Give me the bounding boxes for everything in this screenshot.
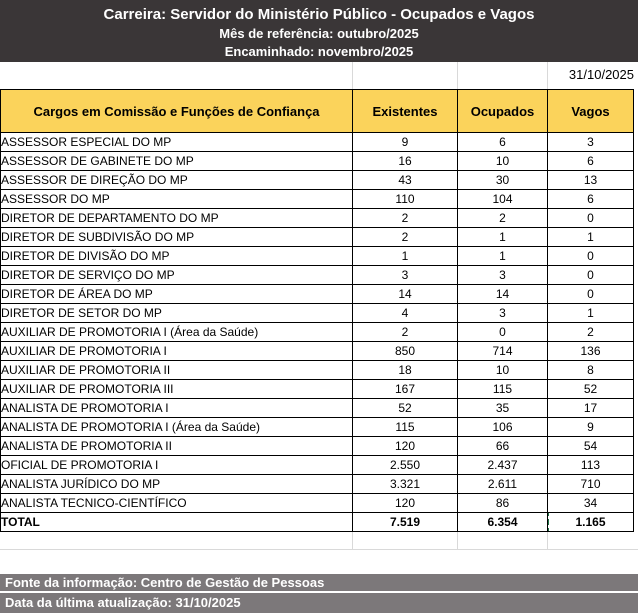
cargo-cell[interactable]: ASSESSOR DE DIREÇÃO DO MP bbox=[1, 171, 353, 190]
header-row bbox=[1, 90, 634, 133]
existentes-cell[interactable]: 115 bbox=[353, 418, 458, 437]
last-update-bar: Data da última atualização: 31/10/2025 bbox=[0, 593, 638, 613]
cargo-cell[interactable]: ANALISTA DE PROMOTORIA I (Área da Saúde) bbox=[1, 418, 353, 437]
total-ocupados-cell[interactable]: 6.354 bbox=[458, 513, 548, 532]
total-label-cell[interactable]: TOTAL bbox=[1, 513, 353, 532]
vagos-cell[interactable]: 2 bbox=[548, 323, 634, 342]
ocupados-cell[interactable]: 66 bbox=[458, 437, 548, 456]
existentes-cell[interactable]: 4 bbox=[353, 304, 458, 323]
cargo-cell[interactable]: DIRETOR DE ÁREA DO MP bbox=[1, 285, 353, 304]
reference-month: Mês de referência: outubro/2025 bbox=[219, 26, 419, 41]
report-title-block bbox=[0, 0, 638, 62]
table-row bbox=[1, 437, 634, 456]
vagos-cell[interactable]: 3 bbox=[548, 133, 634, 152]
ocupados-cell[interactable]: 2.611 bbox=[458, 475, 548, 494]
table-row bbox=[1, 190, 634, 209]
vagos-cell[interactable]: 9 bbox=[548, 418, 634, 437]
table-row bbox=[1, 380, 634, 399]
table-row bbox=[1, 399, 634, 418]
vagos-cell[interactable]: 710 bbox=[548, 475, 634, 494]
vagos-cell[interactable]: 136 bbox=[548, 342, 634, 361]
gridline bbox=[352, 532, 353, 549]
ocupados-cell[interactable]: 0 bbox=[458, 323, 548, 342]
ocupados-cell[interactable]: 3 bbox=[458, 266, 548, 285]
table-row bbox=[1, 247, 634, 266]
report-date-cell[interactable]: 31/10/2025 bbox=[568, 67, 634, 82]
ocupados-cell[interactable]: 6 bbox=[458, 133, 548, 152]
total-vagos-cell[interactable] bbox=[548, 513, 634, 532]
header-vagos: Vagos bbox=[548, 90, 634, 133]
table-row bbox=[1, 342, 634, 361]
total-existentes-cell[interactable]: 7.519 bbox=[353, 513, 458, 532]
table-row bbox=[1, 266, 634, 285]
vagos-cell[interactable]: 52 bbox=[548, 380, 634, 399]
cargo-cell[interactable]: ANALISTA DE PROMOTORIA II bbox=[1, 437, 353, 456]
vagos-cell[interactable]: 1 bbox=[548, 304, 634, 323]
cargo-cell[interactable]: ASSESSOR ESPECIAL DO MP bbox=[1, 133, 353, 152]
existentes-cell[interactable]: 2 bbox=[353, 323, 458, 342]
ocupados-cell[interactable]: 2.437 bbox=[458, 456, 548, 475]
vagos-cell[interactable]: 34 bbox=[548, 494, 634, 513]
source-bar: Fonte da informação: Centro de Gestão de Pessoas bbox=[0, 574, 638, 591]
vagos-cell[interactable]: 0 bbox=[548, 285, 634, 304]
existentes-cell[interactable]: 9 bbox=[353, 133, 458, 152]
existentes-cell[interactable]: 1 bbox=[353, 247, 458, 266]
ocupados-cell[interactable]: 3 bbox=[458, 304, 548, 323]
existentes-cell[interactable]: 110 bbox=[353, 190, 458, 209]
cargo-cell[interactable]: ANALISTA DE PROMOTORIA I bbox=[1, 399, 353, 418]
cargo-cell[interactable]: ASSESSOR DE GABINETE DO MP bbox=[1, 152, 353, 171]
total-vagos-value: 1.165 bbox=[575, 515, 606, 529]
report-title: Carreira: Servidor do Ministério Público - Ocupados e Vagos bbox=[103, 6, 535, 23]
cargo-cell[interactable]: ANALISTA JURÍDICO DO MP bbox=[1, 475, 353, 494]
table-row bbox=[1, 304, 634, 323]
cargo-cell[interactable]: OFICIAL DE PROMOTORIA I bbox=[1, 456, 353, 475]
positions-table bbox=[0, 89, 634, 532]
table-row bbox=[1, 133, 634, 152]
ocupados-cell[interactable]: 2 bbox=[458, 209, 548, 228]
cargo-cell[interactable]: DIRETOR DE SETOR DO MP bbox=[1, 304, 353, 323]
table-row bbox=[1, 361, 634, 380]
cargo-cell[interactable]: DIRETOR DE DEPARTAMENTO DO MP bbox=[1, 209, 353, 228]
cargo-cell[interactable]: AUXILIAR DE PROMOTORIA III bbox=[1, 380, 353, 399]
table-row bbox=[1, 171, 634, 190]
gridline bbox=[547, 532, 548, 549]
existentes-cell[interactable]: 18 bbox=[353, 361, 458, 380]
header-ocupados: Ocupados bbox=[458, 90, 548, 133]
vagos-cell[interactable]: 8 bbox=[548, 361, 634, 380]
vagos-cell[interactable]: 17 bbox=[548, 399, 634, 418]
header-existentes: Existentes bbox=[353, 90, 458, 133]
ocupados-cell[interactable]: 714 bbox=[458, 342, 548, 361]
ocupados-cell[interactable]: 30 bbox=[458, 171, 548, 190]
gridline bbox=[547, 62, 548, 89]
cargo-cell[interactable]: ANALISTA TECNICO-CIENTÍFICO bbox=[1, 494, 353, 513]
vagos-cell[interactable]: 1 bbox=[548, 228, 634, 247]
vagos-cell[interactable]: 13 bbox=[548, 171, 634, 190]
table-row bbox=[1, 209, 634, 228]
gridline bbox=[457, 62, 458, 89]
cargo-cell[interactable]: AUXILIAR DE PROMOTORIA I bbox=[1, 342, 353, 361]
existentes-cell[interactable]: 120 bbox=[353, 494, 458, 513]
vagos-cell[interactable]: 0 bbox=[548, 209, 634, 228]
ocupados-cell[interactable]: 1 bbox=[458, 228, 548, 247]
table-row bbox=[1, 475, 634, 494]
vagos-cell[interactable]: 113 bbox=[548, 456, 634, 475]
existentes-cell[interactable]: 3 bbox=[353, 266, 458, 285]
existentes-cell[interactable]: 3.321 bbox=[353, 475, 458, 494]
cargo-cell[interactable]: AUXILIAR DE PROMOTORIA II bbox=[1, 361, 353, 380]
existentes-cell[interactable]: 120 bbox=[353, 437, 458, 456]
ocupados-cell[interactable]: 104 bbox=[458, 190, 548, 209]
ocupados-cell[interactable]: 10 bbox=[458, 361, 548, 380]
table-row bbox=[1, 152, 634, 171]
cargo-cell[interactable]: DIRETOR DE DIVISÃO DO MP bbox=[1, 247, 353, 266]
existentes-cell[interactable]: 14 bbox=[353, 285, 458, 304]
date-row bbox=[0, 62, 638, 89]
table-row bbox=[1, 228, 634, 247]
existentes-cell[interactable]: 52 bbox=[353, 399, 458, 418]
gridline bbox=[352, 62, 353, 89]
forwarded-date: Encaminhado: novembro/2025 bbox=[224, 44, 414, 59]
ocupados-cell[interactable]: 14 bbox=[458, 285, 548, 304]
ocupados-cell[interactable]: 35 bbox=[458, 399, 548, 418]
vagos-cell[interactable]: 0 bbox=[548, 247, 634, 266]
gridline bbox=[457, 532, 458, 549]
vagos-cell[interactable]: 0 bbox=[548, 266, 634, 285]
vagos-cell[interactable]: 54 bbox=[548, 437, 634, 456]
ocupados-cell[interactable]: 115 bbox=[458, 380, 548, 399]
existentes-cell[interactable]: 167 bbox=[353, 380, 458, 399]
existentes-cell[interactable]: 2 bbox=[353, 209, 458, 228]
cargo-cell[interactable]: DIRETOR DE SUBDIVISÃO DO MP bbox=[1, 228, 353, 247]
existentes-cell[interactable]: 16 bbox=[353, 152, 458, 171]
existentes-cell[interactable]: 2.550 bbox=[353, 456, 458, 475]
cargo-cell[interactable]: DIRETOR DE SERVIÇO DO MP bbox=[1, 266, 353, 285]
cargo-cell[interactable]: ASSESSOR DO MP bbox=[1, 190, 353, 209]
ocupados-cell[interactable]: 1 bbox=[458, 247, 548, 266]
table-row bbox=[1, 323, 634, 342]
existentes-cell[interactable]: 2 bbox=[353, 228, 458, 247]
total-row bbox=[1, 513, 634, 532]
table-row bbox=[1, 285, 634, 304]
table-row bbox=[1, 456, 634, 475]
ocupados-cell[interactable]: 86 bbox=[458, 494, 548, 513]
table-row bbox=[1, 418, 634, 437]
cargo-cell[interactable]: AUXILIAR DE PROMOTORIA I (Área da Saúde) bbox=[1, 323, 353, 342]
header-cargo: Cargos em Comissão e Funções de Confiança bbox=[1, 90, 353, 133]
existentes-cell[interactable]: 850 bbox=[353, 342, 458, 361]
ocupados-cell[interactable]: 106 bbox=[458, 418, 548, 437]
vagos-cell[interactable]: 6 bbox=[548, 190, 634, 209]
table-row bbox=[1, 494, 634, 513]
empty-row bbox=[0, 532, 638, 550]
vagos-cell[interactable]: 6 bbox=[548, 152, 634, 171]
ocupados-cell[interactable]: 10 bbox=[458, 152, 548, 171]
existentes-cell[interactable]: 43 bbox=[353, 171, 458, 190]
